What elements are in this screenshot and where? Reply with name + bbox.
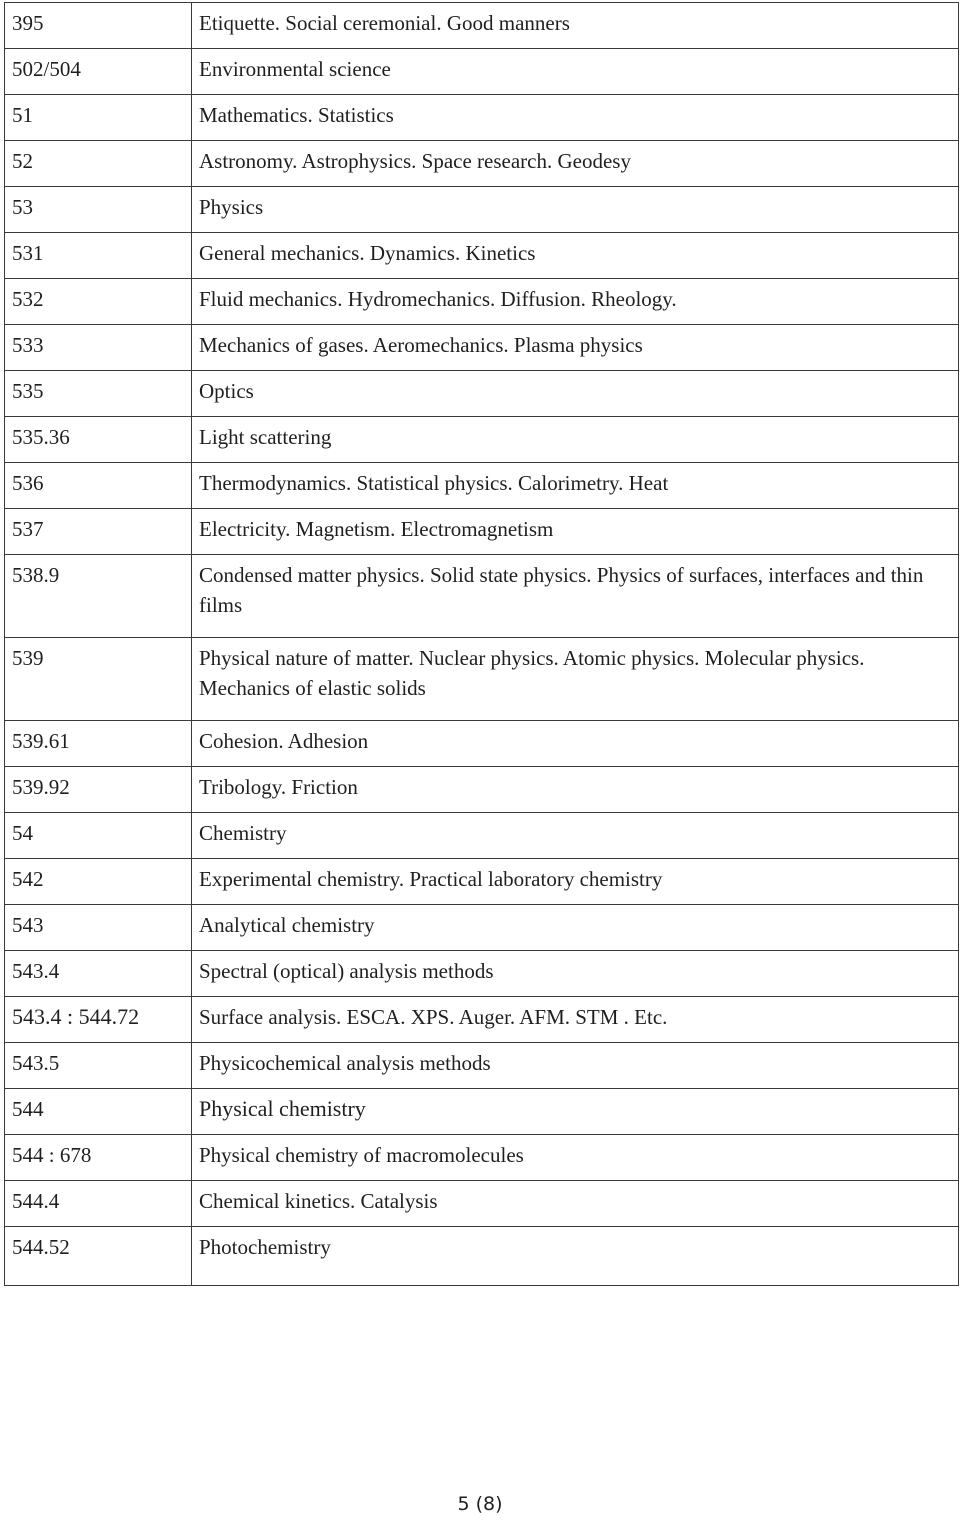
table-row	[5, 951, 959, 997]
udc-description: Physical chemistry	[192, 1089, 959, 1135]
table-row	[5, 325, 959, 371]
udc-code: 544.52	[5, 1227, 192, 1286]
udc-description: General mechanics. Dynamics. Kinetics	[192, 233, 959, 279]
table-row	[5, 997, 959, 1043]
udc-description: Environmental science	[192, 49, 959, 95]
udc-code: 535.36	[5, 417, 192, 463]
udc-code: 537	[5, 509, 192, 555]
udc-description: Electricity. Magnetism. Electromagnetism	[192, 509, 959, 555]
udc-code: 542	[5, 859, 192, 905]
udc-code: 543	[5, 905, 192, 951]
udc-code: 535	[5, 371, 192, 417]
table-row	[5, 95, 959, 141]
udc-description: Light scattering	[192, 417, 959, 463]
udc-code: 539.61	[5, 721, 192, 767]
udc-description: Chemical kinetics. Catalysis	[192, 1181, 959, 1227]
table-row	[5, 463, 959, 509]
table-row	[5, 1135, 959, 1181]
table-row	[5, 279, 959, 325]
table-row	[5, 859, 959, 905]
table-row	[5, 417, 959, 463]
udc-description: Analytical chemistry	[192, 905, 959, 951]
table-row	[5, 509, 959, 555]
udc-description: Physical chemistry of macromolecules	[192, 1135, 959, 1181]
udc-code: 52	[5, 141, 192, 187]
udc-code: 536	[5, 463, 192, 509]
udc-description: Optics	[192, 371, 959, 417]
udc-description: Mechanics of gases. Aeromechanics. Plasma physics	[192, 325, 959, 371]
udc-description: Thermodynamics. Statistical physics. Calorimetry. Heat	[192, 463, 959, 509]
table-row	[5, 638, 959, 721]
udc-description: Photochemistry	[192, 1227, 959, 1286]
udc-description: Cohesion. Adhesion	[192, 721, 959, 767]
udc-description: Chemistry	[192, 813, 959, 859]
udc-code: 531	[5, 233, 192, 279]
table-row	[5, 1181, 959, 1227]
udc-description: Fluid mechanics. Hydromechanics. Diffusion. Rheology.	[192, 279, 959, 325]
table-row	[5, 141, 959, 187]
table-row	[5, 3, 959, 49]
udc-code: 532	[5, 279, 192, 325]
udc-description: Tribology. Friction	[192, 767, 959, 813]
udc-classification-table	[4, 2, 959, 1286]
udc-description: Experimental chemistry. Practical laboratory chemistry	[192, 859, 959, 905]
udc-code: 544 : 678	[5, 1135, 192, 1181]
udc-code: 533	[5, 325, 192, 371]
table-row	[5, 187, 959, 233]
table-row	[5, 233, 959, 279]
table-row	[5, 371, 959, 417]
udc-description: Condensed matter physics. Solid state physics. Physics of surfaces, interfaces and thin films	[192, 555, 959, 638]
udc-description: Surface analysis. ESCA. XPS. Auger. AFM. STM . Etc.	[192, 997, 959, 1043]
udc-code: 543.5	[5, 1043, 192, 1089]
udc-code: 538.9	[5, 555, 192, 638]
udc-code: 51	[5, 95, 192, 141]
udc-code: 395	[5, 3, 192, 49]
table-row	[5, 1227, 959, 1286]
udc-description: Physics	[192, 187, 959, 233]
udc-code: 53	[5, 187, 192, 233]
udc-description: Physicochemical analysis methods	[192, 1043, 959, 1089]
udc-code: 539.92	[5, 767, 192, 813]
table-row	[5, 1043, 959, 1089]
table-row	[5, 555, 959, 638]
udc-description: Physical nature of matter. Nuclear physics. Atomic physics. Molecular physics. Mechanics of elastic solids	[192, 638, 959, 721]
udc-description: Mathematics. Statistics	[192, 95, 959, 141]
udc-code: 543.4	[5, 951, 192, 997]
table-row	[5, 1089, 959, 1135]
udc-description: Spectral (optical) analysis methods	[192, 951, 959, 997]
udc-description: Astronomy. Astrophysics. Space research. Geodesy	[192, 141, 959, 187]
table-row	[5, 813, 959, 859]
udc-code: 544.4	[5, 1181, 192, 1227]
page-number: 5 (8)	[457, 1493, 503, 1515]
udc-code: 54	[5, 813, 192, 859]
table-row	[5, 721, 959, 767]
udc-code: 543.4 : 544.72	[5, 997, 192, 1043]
table-row	[5, 767, 959, 813]
udc-code: 544	[5, 1089, 192, 1135]
table-row	[5, 49, 959, 95]
udc-code: 502/504	[5, 49, 192, 95]
udc-description: Etiquette. Social ceremonial. Good manners	[192, 3, 959, 49]
table-row	[5, 905, 959, 951]
udc-code: 539	[5, 638, 192, 721]
